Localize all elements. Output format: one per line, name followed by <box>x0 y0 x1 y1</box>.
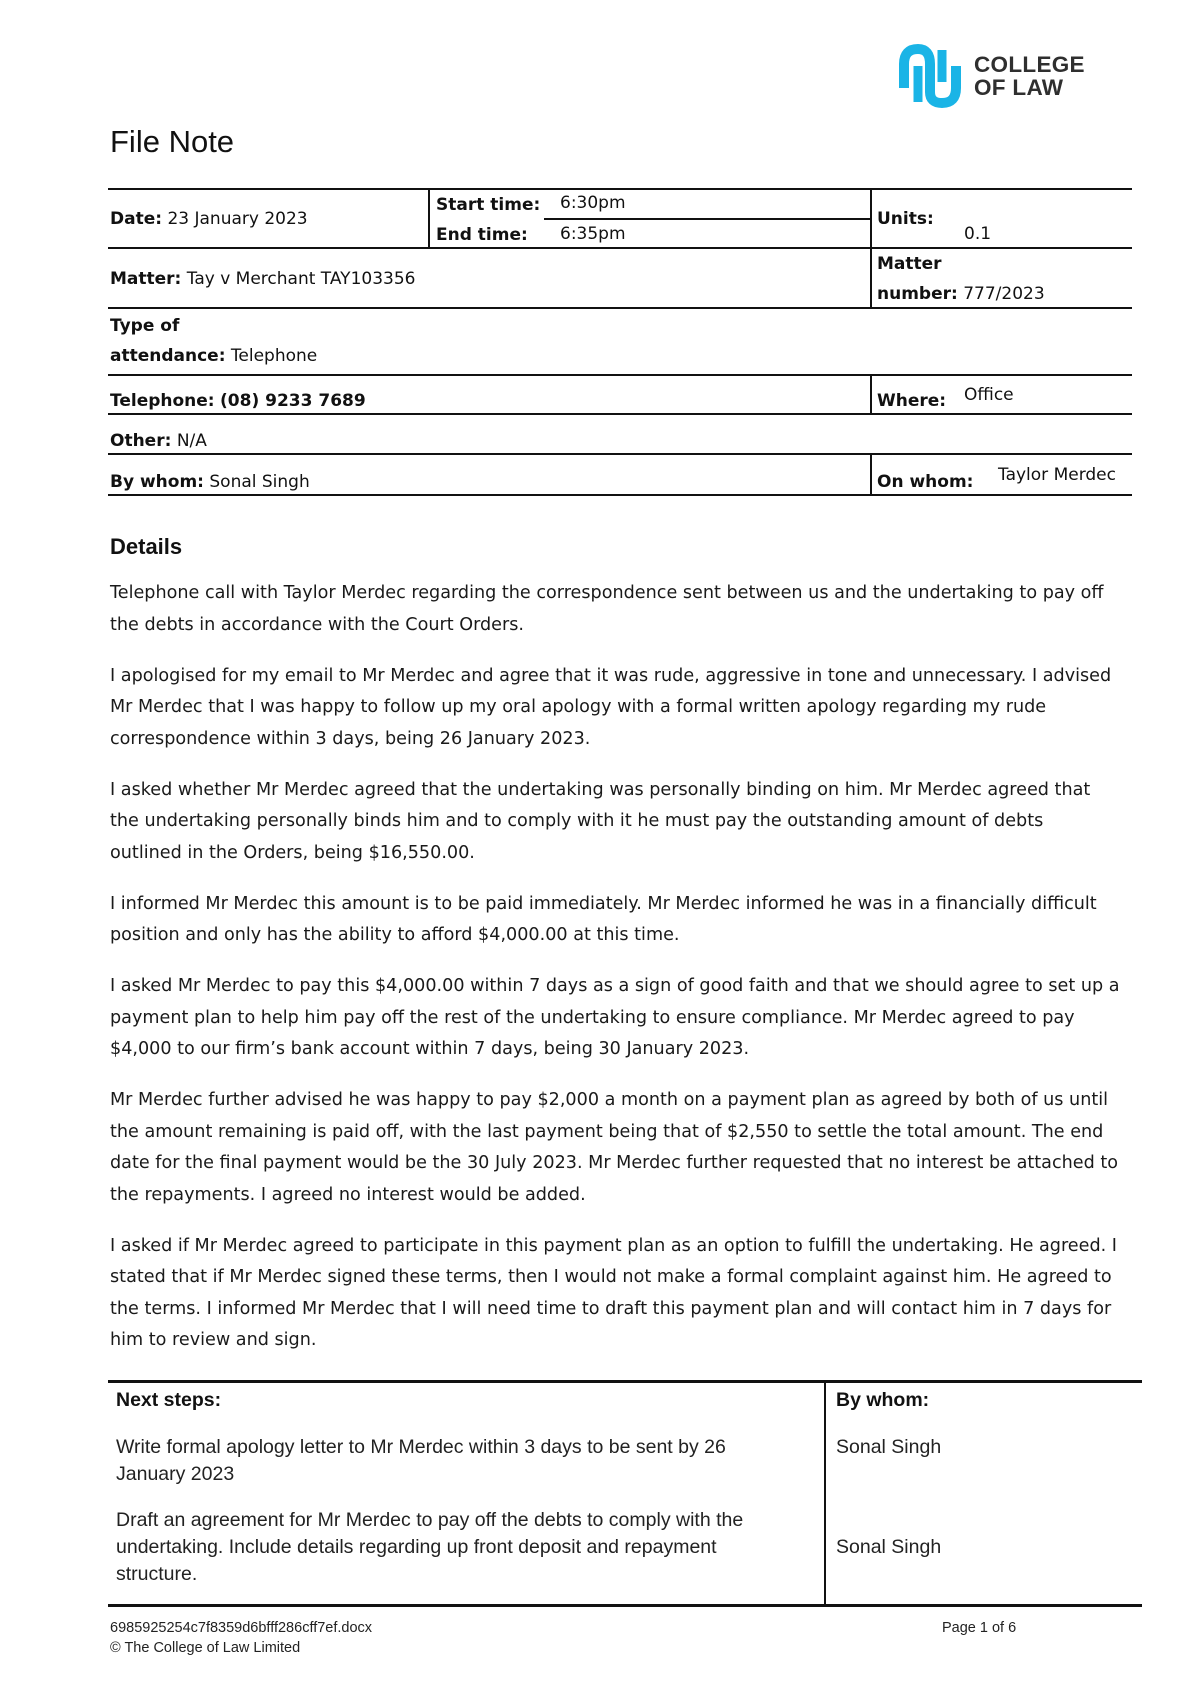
where-label: Where: <box>877 391 947 411</box>
next-steps-column-divider <box>824 1383 826 1604</box>
matter-number-label-2: number: <box>877 284 958 304</box>
date-value: 23 January 2023 <box>167 209 308 229</box>
end-time-value: 6:35pm <box>560 224 626 244</box>
telephone-value: (08) 9233 7689 <box>220 391 366 411</box>
footer-filename: 6985925254c7f8359d6bfff286cff7ef.docx <box>110 1620 373 1636</box>
other-label: Other: <box>110 431 172 451</box>
details-paragraph: Mr Merdec further advised he was happy to pay $2,000 a month on a payment plan as agreed by both of us until the amount remaining is paid off, with the last payment being that of $2,550 to settle the total amount. The end date for the final payment would be the 30 July 2023. Mr Merdec further requested that no interest be attached to the repayments. I agreed no interest would be added. <box>110 1090 1119 1205</box>
telephone-field <box>110 386 366 416</box>
matter-value: Tay v Merchant TAY103356 <box>186 269 416 289</box>
where-value: Office <box>964 385 1014 405</box>
next-step-2: Draft an agreement for Mr Merdec to pay off the debts to comply with the undertaking. Include details regarding up front deposit and repayment structure. <box>116 1509 744 1585</box>
next-step-1: Write formal apology letter to Mr Merdec within 3 days to be sent by 26 January 2023 <box>116 1436 726 1485</box>
details-heading: Details <box>110 534 183 559</box>
header-rule <box>108 453 1132 455</box>
matter-number-value: 777/2023 <box>963 284 1045 304</box>
page-title: File Note <box>110 124 235 159</box>
other-value: N/A <box>176 431 207 451</box>
logo-wordmark <box>974 53 1085 99</box>
start-time-value: 6:30pm <box>560 193 626 213</box>
telephone-label: Telephone: <box>110 391 215 411</box>
start-time-label: Start time: <box>436 195 541 215</box>
footer-copyright: © The College of Law Limited <box>110 1640 301 1656</box>
date-field <box>110 204 308 234</box>
details-paragraph: I asked if Mr Merdec agreed to participate in this payment plan as an option to fulfill the undertaking. He agreed. I stated that if Mr Merdec signed these terms, then I would not make a formal complaint against him. He agreed to the terms. I informed Mr Merdec that I will need time to draft this payment plan and will contact him in 7 days for him to review and sign. <box>110 1235 1117 1350</box>
date-label: Date: <box>110 209 163 229</box>
column-divider <box>870 374 872 413</box>
units-value: 0.1 <box>964 224 992 244</box>
details-paragraph: I asked whether Mr Merdec agreed that the undertaking was personally binding on him. Mr Merdec agreed that the undertaking personally binds him and to comply with it he must pay the outstanding amount of debts outlined in the Orders, being $16,550.00. <box>110 779 1091 863</box>
type-field <box>110 341 317 371</box>
by-whom-label: By whom: <box>110 472 204 492</box>
next-steps-heading: Next steps: <box>116 1389 222 1411</box>
column-divider <box>870 188 872 307</box>
details-paragraph: I apologised for my email to Mr Merdec and agree that it was rude, aggressive in tone and unnecessary. I advised Mr Merdec that I was happy to follow up my oral apology with a formal written apology regarding my rude correspondence within 3 days, being 26 January 2023. <box>110 665 1112 749</box>
details-paragraph: I informed Mr Merdec this amount is to be paid immediately. Mr Merdec informed he was in a financially difficult position and only has the ability to afford $4,000.00 at this time. <box>110 893 1097 945</box>
college-of-law-logo <box>898 42 1085 110</box>
matter-field <box>110 264 415 294</box>
college-logo-icon <box>898 42 962 110</box>
on-whom-value: Taylor Merdec <box>998 465 1116 485</box>
units-label: Units: <box>877 209 934 229</box>
details-body <box>110 578 1120 1376</box>
footer-page-number: Page 1 of 6 <box>942 1620 1017 1636</box>
type-value: Telephone <box>230 346 318 366</box>
logo-line-2: OF LAW <box>974 75 1064 100</box>
next-step-2-by: Sonal Singh <box>836 1536 942 1558</box>
other-field <box>110 426 207 456</box>
column-divider <box>428 188 430 247</box>
on-whom-label: On whom: <box>877 472 974 492</box>
column-divider <box>870 453 872 494</box>
next-steps-by-whom-heading: By whom: <box>836 1389 930 1411</box>
type-label-1: Type of <box>110 316 180 336</box>
matter-number-field <box>877 279 1045 309</box>
details-paragraph: Telephone call with Taylor Merdec regarding the correspondence sent between us and the undertaking to pay off the debts in accordance with the Court Orders. <box>110 583 1104 635</box>
next-step-1-by: Sonal Singh <box>836 1436 942 1458</box>
by-whom-value: Sonal Singh <box>209 472 310 492</box>
logo-line-1: COLLEGE <box>974 52 1085 77</box>
by-whom-field <box>110 467 310 497</box>
matter-label: Matter: <box>110 269 182 289</box>
next-steps-table <box>108 1380 1142 1607</box>
details-paragraph: I asked Mr Merdec to pay this $4,000.00 within 7 days as a sign of good faith and that we should agree to set up a payment plan to help him pay off the rest of the undertaking to ensure compliance. Mr Merdec agreed to pay $4,000 to our firm’s bank account within 7 days, being 30 January 2023. <box>110 976 1120 1059</box>
end-time-label: End time: <box>436 225 528 245</box>
header-rule <box>108 374 1132 376</box>
type-label-2: attendance: <box>110 346 226 366</box>
matter-number-label-1: Matter <box>877 254 942 274</box>
